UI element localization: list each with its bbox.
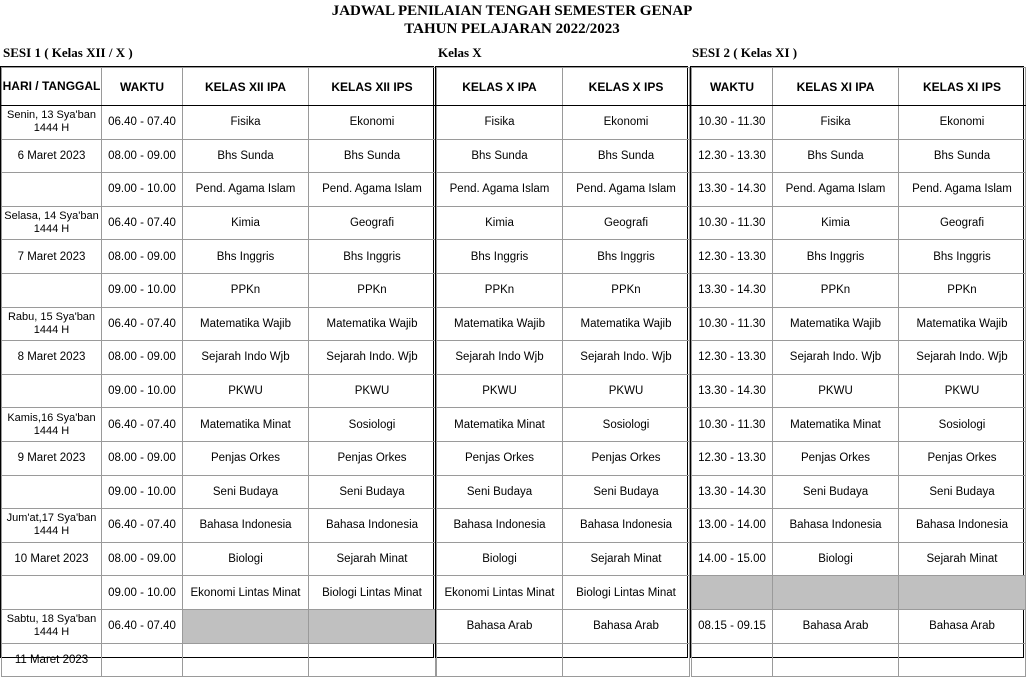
kelas-xi-ips-cell: Penjas Orkes xyxy=(899,441,1026,475)
day-cell: Selasa, 14 Sya'ban 1444 H xyxy=(2,206,102,240)
kelas-xii-ipa-cell: Bhs Sunda xyxy=(183,139,309,173)
kelas-xii-ips-cell: PKWU xyxy=(309,374,436,408)
kelas-x-ips-cell: Biologi Lintas Minat xyxy=(563,576,690,610)
kelas-x-ipa-cell: Ekonomi Lintas Minat xyxy=(437,576,563,610)
kelas-x-ips-cell: Bahasa Arab xyxy=(563,609,690,643)
table-row xyxy=(2,106,436,140)
table-row xyxy=(692,341,1026,375)
table-row xyxy=(437,139,690,173)
waktu-sesi-2-cell: 13.30 - 14.30 xyxy=(692,173,773,207)
day-cell: Sabtu, 18 Sya'ban 1444 H xyxy=(2,609,102,643)
kelas-x-ipa-cell: Matematika Minat xyxy=(437,408,563,442)
table-row xyxy=(437,240,690,274)
kelas-x-ipa-cell: Fisika xyxy=(437,106,563,140)
kelas-x-ipa-cell: Matematika Wajib xyxy=(437,307,563,341)
table-row xyxy=(437,509,690,543)
section-kelas-x-label: Kelas X xyxy=(438,45,482,60)
kelas-xi-ipa-cell: Fisika xyxy=(773,106,899,140)
kelas-xii-ips-cell: Pend. Agama Islam xyxy=(309,173,436,207)
kelas-x-ipa-cell: Bhs Sunda xyxy=(437,139,563,173)
waktu-cell: 06.40 - 07.40 xyxy=(102,509,183,543)
table-row xyxy=(2,408,436,442)
table-row xyxy=(437,307,690,341)
header-kelas-xi-ipa: KELAS XI IPA xyxy=(773,68,899,106)
table-row xyxy=(692,139,1026,173)
kelas-xii-ips-cell: Seni Budaya xyxy=(309,475,436,509)
kelas-x-ipa-cell: Bahasa Indonesia xyxy=(437,509,563,543)
title-line-1: JADWAL PENILAIAN TENGAH SEMESTER GENAP xyxy=(331,3,693,19)
table-row xyxy=(692,106,1026,140)
header-kelas-xi-ips: KELAS XI IPS xyxy=(899,68,1026,106)
header-waktu: WAKTU xyxy=(102,68,183,106)
waktu-sesi-2-cell xyxy=(692,643,773,677)
kelas-xii-ipa-cell: PPKn xyxy=(183,273,309,307)
day-cell xyxy=(2,475,102,509)
kelas-xi-ipa-cell: Pend. Agama Islam xyxy=(773,173,899,207)
table-row xyxy=(692,374,1026,408)
kelas-x-ipa-cell: Bhs Inggris xyxy=(437,240,563,274)
table-row xyxy=(692,173,1026,207)
kelas-x-ips-cell: Penjas Orkes xyxy=(563,441,690,475)
table-row xyxy=(2,139,436,173)
table-row xyxy=(437,106,690,140)
kelas-xii-ips-cell: Penjas Orkes xyxy=(309,441,436,475)
table-row xyxy=(2,173,436,207)
schedule-block-kelas-x xyxy=(435,66,688,658)
table-row xyxy=(2,441,436,475)
kelas-x-ips-cell: Sosiologi xyxy=(563,408,690,442)
kelas-xi-ips-cell: Matematika Wajib xyxy=(899,307,1026,341)
kelas-x-ipa-cell: Biologi xyxy=(437,542,563,576)
kelas-xi-ips-cell: Bahasa Indonesia xyxy=(899,509,1026,543)
waktu-cell: 09.00 - 10.00 xyxy=(102,576,183,610)
kelas-xii-ipa-cell: Fisika xyxy=(183,106,309,140)
waktu-sesi-2-cell: 10.30 - 11.30 xyxy=(692,206,773,240)
waktu-cell: 08.00 - 09.00 xyxy=(102,341,183,375)
kelas-xi-ips-cell: PKWU xyxy=(899,374,1026,408)
section-sesi-2-label: SESI 2 ( Kelas XI ) xyxy=(692,45,798,60)
table-row xyxy=(692,475,1026,509)
kelas-xii-ipa-cell: PKWU xyxy=(183,374,309,408)
waktu-cell: 08.00 - 09.00 xyxy=(102,240,183,274)
table-row xyxy=(437,408,690,442)
table-row xyxy=(2,307,436,341)
kelas-x-ips-cell: Seni Budaya xyxy=(563,475,690,509)
table-row xyxy=(2,509,436,543)
waktu-cell xyxy=(102,643,183,677)
kelas-xi-ipa-cell: Matematika Wajib xyxy=(773,307,899,341)
kelas-x-ipa-cell: PKWU xyxy=(437,374,563,408)
kelas-xi-ipa-cell: Bhs Inggris xyxy=(773,240,899,274)
kelas-xii-ipa-cell: Biologi xyxy=(183,542,309,576)
kelas-xi-ipa-cell: Penjas Orkes xyxy=(773,441,899,475)
waktu-sesi-2-cell: 12.30 - 13.30 xyxy=(692,341,773,375)
table-row xyxy=(437,273,690,307)
table-row xyxy=(437,542,690,576)
table-row xyxy=(692,408,1026,442)
kelas-xi-ipa-cell: Seni Budaya xyxy=(773,475,899,509)
section-sesi-1-label: SESI 1 ( Kelas XII / X ) xyxy=(3,45,133,60)
kelas-xii-ipa-cell: Ekonomi Lintas Minat xyxy=(183,576,309,610)
day-cell: Rabu, 15 Sya'ban 1444 H xyxy=(2,307,102,341)
day-cell xyxy=(2,273,102,307)
kelas-x-ips-cell: PPKn xyxy=(563,273,690,307)
kelas-x-ipa-cell: Sejarah Indo Wjb xyxy=(437,341,563,375)
header-kelas-xii-ips: KELAS XII IPS xyxy=(309,68,436,106)
kelas-xi-ips-cell: Bhs Inggris xyxy=(899,240,1026,274)
kelas-x-ips-cell: Ekonomi xyxy=(563,106,690,140)
table-row xyxy=(437,609,690,643)
kelas-xi-ipa-cell xyxy=(773,576,899,610)
waktu-cell: 09.00 - 10.00 xyxy=(102,374,183,408)
waktu-cell: 09.00 - 10.00 xyxy=(102,475,183,509)
waktu-sesi-2-cell: 12.30 - 13.30 xyxy=(692,441,773,475)
schedule-table-sesi-2 xyxy=(691,67,1026,677)
table-row xyxy=(2,206,436,240)
kelas-xii-ips-cell: PPKn xyxy=(309,273,436,307)
waktu-cell: 09.00 - 10.00 xyxy=(102,173,183,207)
kelas-x-ips-cell xyxy=(563,643,690,677)
kelas-xii-ipa-cell: Pend. Agama Islam xyxy=(183,173,309,207)
kelas-xii-ipa-cell: Kimia xyxy=(183,206,309,240)
schedule-table-sesi-1 xyxy=(1,67,436,677)
kelas-x-ips-cell: Matematika Wajib xyxy=(563,307,690,341)
table-row xyxy=(2,475,436,509)
kelas-x-ips-cell: Bahasa Indonesia xyxy=(563,509,690,543)
kelas-x-ips-cell: Bhs Inggris xyxy=(563,240,690,274)
kelas-xi-ipa-cell: Sejarah Indo. Wjb xyxy=(773,341,899,375)
kelas-xii-ipa-cell: Matematika Wajib xyxy=(183,307,309,341)
kelas-xii-ipa-cell: Matematika Minat xyxy=(183,408,309,442)
waktu-cell: 08.00 - 09.00 xyxy=(102,542,183,576)
day-cell: Kamis,16 Sya'ban 1444 H xyxy=(2,408,102,442)
kelas-xi-ips-cell: Sejarah Minat xyxy=(899,542,1026,576)
schedule-block-sesi-1 xyxy=(0,66,434,666)
day-cell xyxy=(2,374,102,408)
waktu-cell: 06.40 - 07.40 xyxy=(102,206,183,240)
day-cell xyxy=(2,173,102,207)
kelas-xi-ipa-cell: Biologi xyxy=(773,542,899,576)
kelas-x-ipa-cell: Penjas Orkes xyxy=(437,441,563,475)
waktu-sesi-2-cell: 10.30 - 11.30 xyxy=(692,307,773,341)
day-cell: 8 Maret 2023 xyxy=(2,341,102,375)
kelas-xi-ips-cell xyxy=(899,576,1026,610)
kelas-xii-ips-cell: Biologi Lintas Minat xyxy=(309,576,436,610)
kelas-x-ips-cell: Sejarah Minat xyxy=(563,542,690,576)
table-row xyxy=(2,240,436,274)
kelas-xii-ipa-cell xyxy=(183,643,309,677)
day-cell: Jum'at,17 Sya'ban 1444 H xyxy=(2,509,102,543)
kelas-xii-ips-cell: Bahasa Indonesia xyxy=(309,509,436,543)
table-row xyxy=(692,307,1026,341)
kelas-xii-ips-cell xyxy=(309,609,436,643)
kelas-xi-ips-cell: Geografi xyxy=(899,206,1026,240)
kelas-xii-ipa-cell: Bhs Inggris xyxy=(183,240,309,274)
kelas-xii-ips-cell: Sejarah Minat xyxy=(309,542,436,576)
waktu-sesi-2-cell: 13.30 - 14.30 xyxy=(692,273,773,307)
table-row xyxy=(437,441,690,475)
kelas-x-ips-cell: PKWU xyxy=(563,374,690,408)
day-cell: 9 Maret 2023 xyxy=(2,441,102,475)
header-kelas-xii-ipa: KELAS XII IPA xyxy=(183,68,309,106)
waktu-cell: 09.00 - 10.00 xyxy=(102,273,183,307)
kelas-x-ips-cell: Geografi xyxy=(563,206,690,240)
table-row xyxy=(692,509,1026,543)
kelas-xii-ips-cell: Ekonomi xyxy=(309,106,436,140)
kelas-xii-ips-cell: Matematika Wajib xyxy=(309,307,436,341)
table-row xyxy=(2,273,436,307)
schedule-block-sesi-2 xyxy=(690,66,1024,658)
day-cell: 11 Maret 2023 xyxy=(2,643,102,677)
kelas-xi-ipa-cell xyxy=(773,643,899,677)
waktu-cell: 06.40 - 07.40 xyxy=(102,106,183,140)
day-cell: 6 Maret 2023 xyxy=(2,139,102,173)
kelas-xii-ips-cell: Geografi xyxy=(309,206,436,240)
waktu-cell: 06.40 - 07.40 xyxy=(102,609,183,643)
kelas-xi-ips-cell: Pend. Agama Islam xyxy=(899,173,1026,207)
kelas-x-ipa-cell: PPKn xyxy=(437,273,563,307)
table-row xyxy=(437,341,690,375)
kelas-xi-ips-cell: Ekonomi xyxy=(899,106,1026,140)
kelas-xii-ipa-cell: Penjas Orkes xyxy=(183,441,309,475)
table-row xyxy=(437,374,690,408)
table-row xyxy=(692,273,1026,307)
table-row xyxy=(2,576,436,610)
kelas-x-ipa-cell: Kimia xyxy=(437,206,563,240)
kelas-xi-ipa-cell: Kimia xyxy=(773,206,899,240)
kelas-xi-ipa-cell: PKWU xyxy=(773,374,899,408)
kelas-xi-ips-cell: PPKn xyxy=(899,273,1026,307)
waktu-sesi-2-cell: 13.30 - 14.30 xyxy=(692,374,773,408)
waktu-sesi-2-cell: 08.15 - 09.15 xyxy=(692,609,773,643)
table-row xyxy=(437,643,690,677)
kelas-xi-ips-cell: Sosiologi xyxy=(899,408,1026,442)
table-row xyxy=(2,609,436,643)
kelas-xii-ips-cell: Bhs Inggris xyxy=(309,240,436,274)
kelas-x-ipa-cell xyxy=(437,643,563,677)
kelas-x-ipa-cell: Bahasa Arab xyxy=(437,609,563,643)
waktu-sesi-2-cell: 14.00 - 15.00 xyxy=(692,542,773,576)
table-row xyxy=(692,206,1026,240)
kelas-x-ips-cell: Bhs Sunda xyxy=(563,139,690,173)
waktu-sesi-2-cell: 12.30 - 13.30 xyxy=(692,240,773,274)
kelas-xii-ipa-cell: Sejarah Indo Wjb xyxy=(183,341,309,375)
day-cell: 10 Maret 2023 xyxy=(2,542,102,576)
header-kelas-x-ipa: KELAS X IPA xyxy=(437,68,563,106)
kelas-xii-ipa-cell: Bahasa Indonesia xyxy=(183,509,309,543)
kelas-xii-ipa-cell: Seni Budaya xyxy=(183,475,309,509)
title-line-2: TAHUN PELAJARAN 2022/2023 xyxy=(404,21,620,37)
table-row xyxy=(437,475,690,509)
table-row xyxy=(692,576,1026,610)
waktu-sesi-2-cell: 10.30 - 11.30 xyxy=(692,106,773,140)
kelas-xii-ips-cell: Sejarah Indo. Wjb xyxy=(309,341,436,375)
header-hari-tanggal: HARI / TANGGAL xyxy=(2,68,102,106)
waktu-sesi-2-cell: 13.30 - 14.30 xyxy=(692,475,773,509)
table-row xyxy=(437,576,690,610)
waktu-sesi-2-cell: 12.30 - 13.30 xyxy=(692,139,773,173)
kelas-xii-ips-cell: Bhs Sunda xyxy=(309,139,436,173)
kelas-xi-ipa-cell: Bhs Sunda xyxy=(773,139,899,173)
table-row xyxy=(692,542,1026,576)
waktu-cell: 08.00 - 09.00 xyxy=(102,139,183,173)
kelas-xii-ips-cell: Sosiologi xyxy=(309,408,436,442)
waktu-cell: 06.40 - 07.40 xyxy=(102,408,183,442)
day-cell xyxy=(2,576,102,610)
table-row xyxy=(692,609,1026,643)
kelas-xi-ips-cell: Bahasa Arab xyxy=(899,609,1026,643)
header-waktu-sesi-2: WAKTU xyxy=(692,68,773,106)
table-row xyxy=(692,643,1026,677)
kelas-xii-ips-cell xyxy=(309,643,436,677)
kelas-xi-ipa-cell: Matematika Minat xyxy=(773,408,899,442)
kelas-xi-ips-cell: Seni Budaya xyxy=(899,475,1026,509)
kelas-x-ips-cell: Pend. Agama Islam xyxy=(563,173,690,207)
kelas-x-ipa-cell: Seni Budaya xyxy=(437,475,563,509)
table-row xyxy=(2,374,436,408)
waktu-cell: 08.00 - 09.00 xyxy=(102,441,183,475)
kelas-xi-ips-cell: Bhs Sunda xyxy=(899,139,1026,173)
table-row xyxy=(437,206,690,240)
kelas-xi-ipa-cell: PPKn xyxy=(773,273,899,307)
table-row xyxy=(437,173,690,207)
kelas-x-ipa-cell: Pend. Agama Islam xyxy=(437,173,563,207)
kelas-xi-ips-cell: Sejarah Indo. Wjb xyxy=(899,341,1026,375)
day-cell: 7 Maret 2023 xyxy=(2,240,102,274)
waktu-sesi-2-cell: 13.00 - 14.00 xyxy=(692,509,773,543)
table-row xyxy=(692,240,1026,274)
table-row xyxy=(2,643,436,677)
kelas-xi-ips-cell xyxy=(899,643,1026,677)
kelas-xi-ipa-cell: Bahasa Arab xyxy=(773,609,899,643)
day-cell: Senin, 13 Sya'ban 1444 H xyxy=(2,106,102,140)
table-row xyxy=(2,542,436,576)
table-row xyxy=(692,441,1026,475)
kelas-xi-ipa-cell: Bahasa Indonesia xyxy=(773,509,899,543)
header-kelas-x-ips: KELAS X IPS xyxy=(563,68,690,106)
waktu-cell: 06.40 - 07.40 xyxy=(102,307,183,341)
waktu-sesi-2-cell: 10.30 - 11.30 xyxy=(692,408,773,442)
kelas-x-ips-cell: Sejarah Indo. Wjb xyxy=(563,341,690,375)
table-row xyxy=(2,341,436,375)
schedule-table-kelas-x xyxy=(436,67,690,677)
kelas-xii-ipa-cell xyxy=(183,609,309,643)
waktu-sesi-2-cell xyxy=(692,576,773,610)
